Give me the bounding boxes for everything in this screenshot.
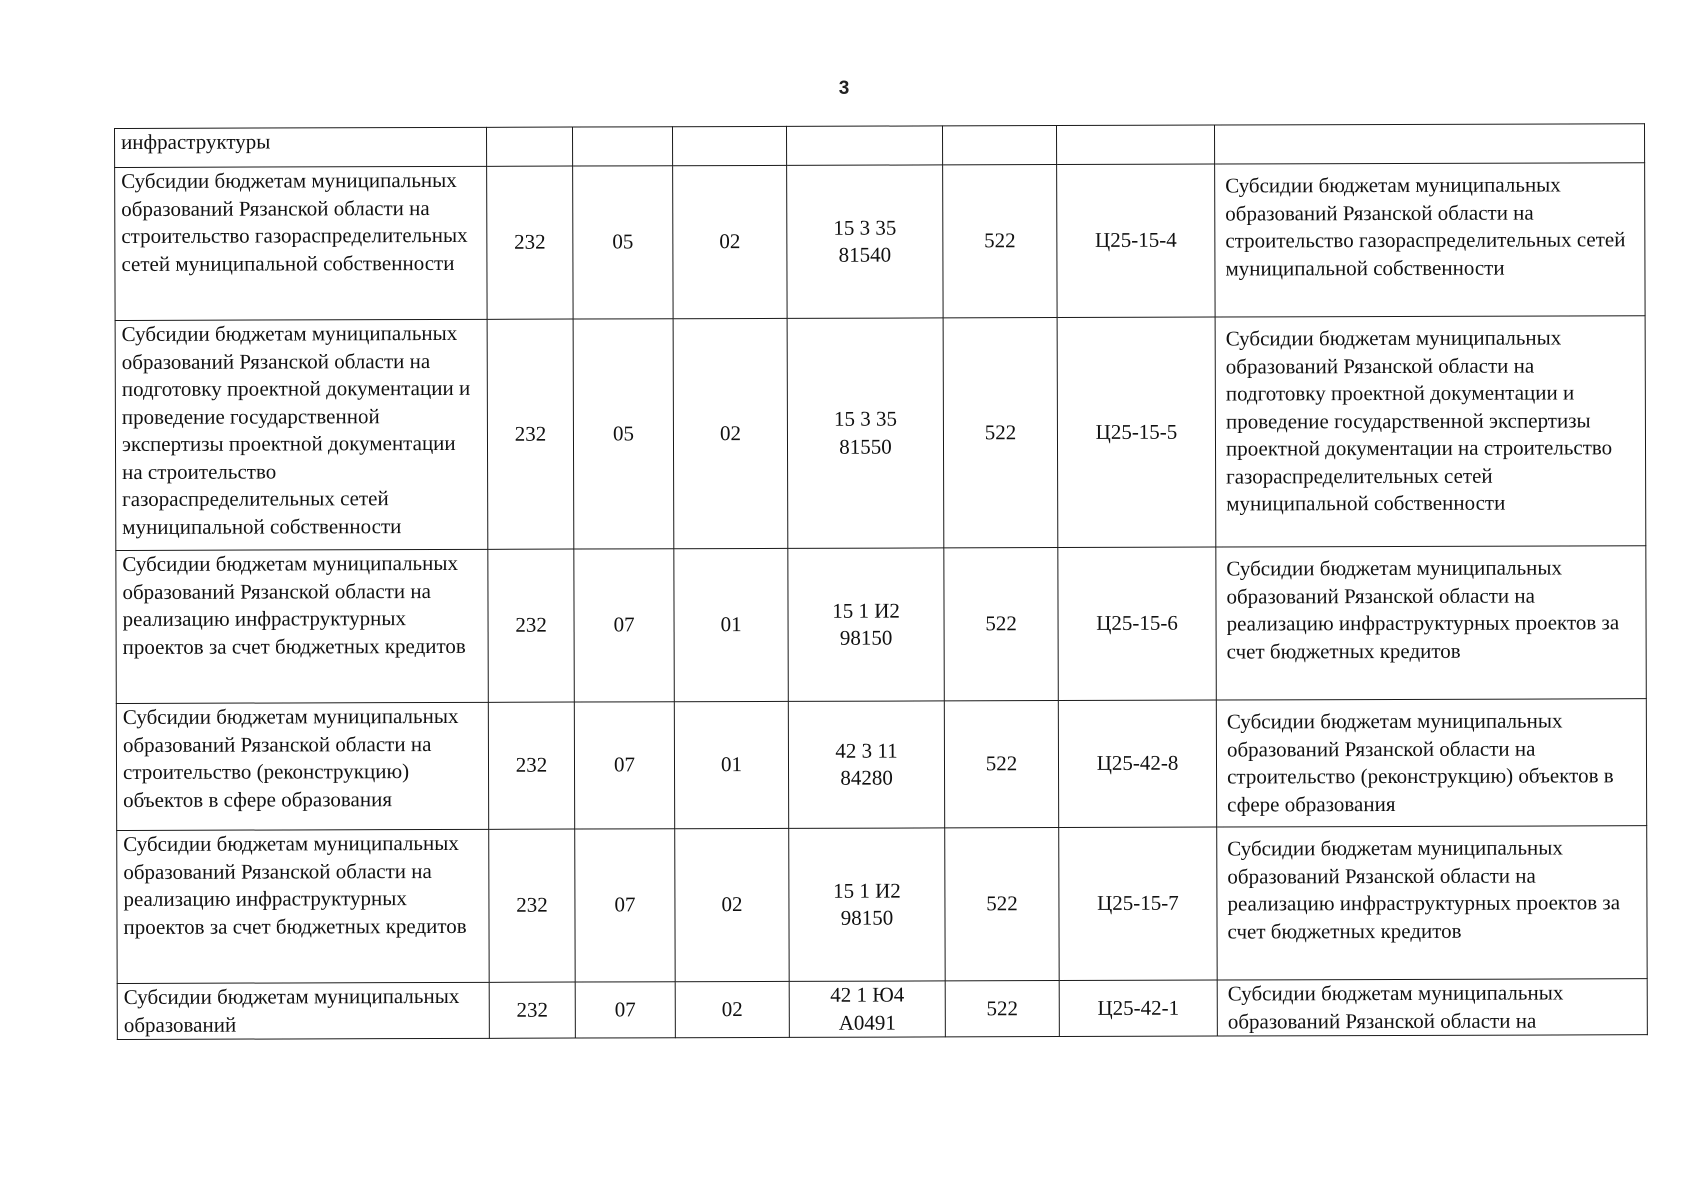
- row-name-cell: Субсидии бюджетам муниципальных образований Рязанской области на реализацию инфраструктурных проектов за счет бюджетных кредитов: [116, 549, 488, 703]
- purpose-code-cell: Ц25-42-1: [1059, 980, 1217, 1036]
- ministry-code-cell: 232: [488, 702, 574, 829]
- description-cell: [1214, 124, 1644, 164]
- ministry-code-cell: 232: [489, 982, 575, 1038]
- purpose-code-cell: Ц25-15-4: [1057, 164, 1215, 317]
- table-row: [115, 316, 1646, 551]
- target-article-line2: 81550: [839, 434, 892, 459]
- expense-type-cell: 522: [944, 701, 1058, 828]
- description-cell: Субсидии бюджетам муниципальных образований Рязанской области на строительство газораспределительных сетей муниципальной собственности: [1215, 163, 1645, 317]
- row-name-cell: Субсидии бюджетам муниципальных образований: [117, 982, 489, 1039]
- subsection-code-cell: 02: [675, 828, 789, 981]
- target-article-cell: [787, 165, 943, 318]
- target-article-line1: 42 1 Ю4: [830, 982, 905, 1007]
- purpose-code-cell: [1056, 125, 1214, 164]
- expense-type-cell: [942, 126, 1056, 165]
- budget-table: [114, 123, 1648, 1040]
- table-row: [115, 124, 1645, 168]
- table-row: [117, 979, 1647, 1040]
- expense-type-cell: 522: [945, 828, 1059, 981]
- target-article-line2: 98150: [839, 625, 893, 650]
- purpose-code-cell: Ц25-42-8: [1058, 700, 1216, 827]
- table-row: [115, 163, 1645, 321]
- purpose-code-cell: Ц25-15-7: [1059, 827, 1217, 980]
- target-article-cell: [789, 981, 945, 1037]
- description-cell: Субсидии бюджетам муниципальных образований Рязанской области на реализацию инфраструктурных проектов за счет бюджетных кредитов: [1217, 826, 1647, 980]
- row-name-cell: Субсидии бюджетам муниципальных образований Рязанской области на строительство (реконструкцию) объектов в сфере образования: [116, 702, 488, 830]
- section-code-cell: 07: [575, 982, 675, 1038]
- page-number: 3: [838, 78, 850, 99]
- ministry-code-cell: 232: [488, 549, 574, 702]
- ministry-code-cell: 232: [487, 319, 574, 549]
- expense-type-cell: 522: [943, 165, 1057, 318]
- target-article-line2: 81540: [838, 242, 892, 267]
- section-code-cell: 07: [574, 549, 674, 702]
- target-article-line1: 15 3 35: [833, 406, 897, 431]
- expense-type-cell: 522: [943, 318, 1058, 548]
- purpose-code-cell: Ц25-15-5: [1057, 317, 1216, 547]
- target-article-line2: 98150: [840, 905, 894, 930]
- description-cell: Субсидии бюджетам муниципальных образований Рязанской области на подготовку проектной документации и проведение государственной экспертизы проектной документации на строительство газораспределительных сетей муниципальной собственности: [1215, 316, 1646, 547]
- subsection-code-cell: 02: [673, 165, 787, 318]
- row-name-cell: инфраструктуры: [115, 127, 487, 167]
- target-article-cell: [786, 126, 942, 165]
- expense-type-cell: 522: [944, 548, 1058, 701]
- target-article-line2: А0491: [838, 1010, 896, 1035]
- target-article-cell: [789, 828, 945, 981]
- subsection-code-cell: [672, 126, 786, 165]
- section-code-cell: 05: [573, 166, 673, 319]
- purpose-code-cell: Ц25-15-6: [1058, 547, 1216, 700]
- target-article-line1: 15 3 35: [833, 215, 897, 240]
- row-name-cell: Субсидии бюджетам муниципальных образований Рязанской области на строительство газораспределительных сетей муниципальной собственности: [115, 166, 487, 320]
- description-cell: Субсидии бюджетам муниципальных образований Рязанской области на реализацию инфраструктурных проектов за счет бюджетных кредитов: [1216, 546, 1646, 700]
- section-code-cell: 07: [575, 829, 675, 982]
- target-article-cell: [788, 701, 944, 828]
- row-name-cell: Субсидии бюджетам муниципальных образований Рязанской области на реализацию инфраструктурных проектов за счет бюджетных кредитов: [117, 829, 489, 983]
- subsection-code-cell: 02: [673, 318, 788, 548]
- section-code-cell: 07: [574, 702, 674, 829]
- expense-type-cell: 522: [945, 981, 1059, 1037]
- target-article-line1: 15 1 И2: [833, 878, 901, 903]
- table-row: [116, 546, 1646, 704]
- subsection-code-cell: 02: [675, 981, 789, 1037]
- target-article-line1: 15 1 И2: [832, 598, 900, 623]
- section-code-cell: 05: [573, 319, 674, 549]
- description-cell: Субсидии бюджетам муниципальных образований Рязанской области на: [1217, 979, 1647, 1036]
- description-cell: Субсидии бюджетам муниципальных образований Рязанской области на строительство (реконструкцию) объектов в сфере образования: [1216, 699, 1646, 827]
- ministry-code-cell: [486, 127, 572, 166]
- target-article-cell: [787, 318, 944, 548]
- target-article-line1: 42 3 11: [835, 738, 898, 763]
- target-article-cell: [788, 548, 944, 701]
- subsection-code-cell: 01: [674, 701, 788, 828]
- row-name-cell: Субсидии бюджетам муниципальных образований Рязанской области на подготовку проектной документации и проведение государственной экспертизы проектной документации на строительство газораспределительных сетей муниципальной собственности: [115, 319, 488, 550]
- section-code-cell: [572, 127, 672, 166]
- table-row: [117, 826, 1647, 984]
- ministry-code-cell: 232: [487, 166, 573, 319]
- table-row: [116, 699, 1646, 831]
- ministry-code-cell: 232: [489, 829, 575, 982]
- target-article-line2: 84280: [840, 765, 893, 790]
- subsection-code-cell: 01: [674, 548, 788, 701]
